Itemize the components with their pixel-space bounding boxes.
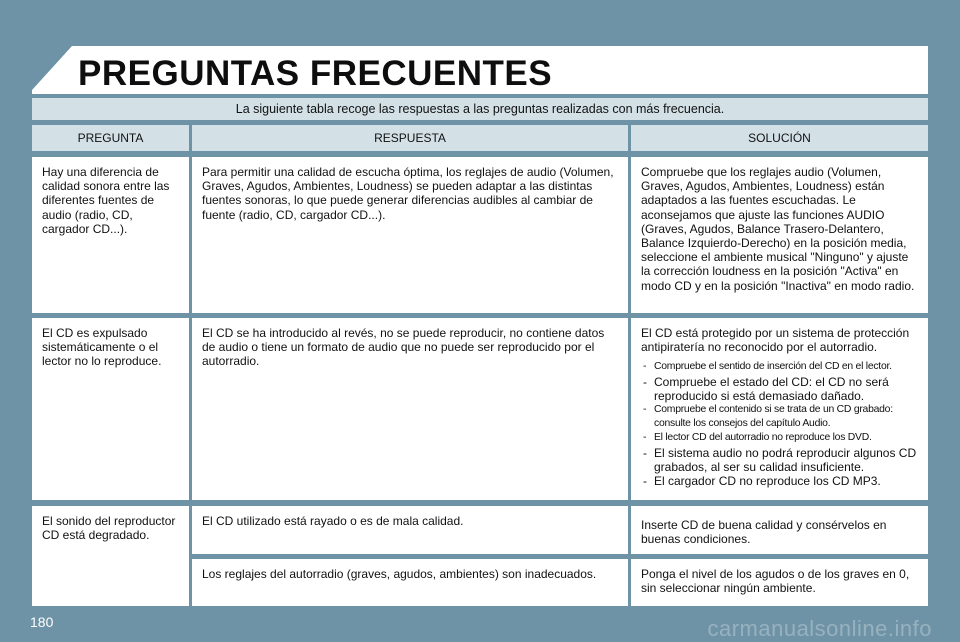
page-subtitle: La siguiente tabla recoge las respuestas a las preguntas realizadas con más frecuencia. bbox=[32, 98, 928, 120]
solution-text: Inserte CD de buena calidad y consérvelos en buenas condiciones. bbox=[641, 518, 887, 547]
answer-text: Los reglajes del autorradio (graves, agudos, ambientes) son inadecuados. bbox=[202, 567, 597, 581]
header-solucion: SOLUCIÓN bbox=[631, 125, 928, 151]
page-number: 180 bbox=[30, 614, 54, 630]
answer-text: El CD se ha introducido al revés, no se puede reproducir, no contiene datos de audio o tiene un formato de audio que no puede ser reproducido por el autorradio. bbox=[202, 326, 605, 369]
question-text: Hay una diferencia de calidad sonora entre las diferentes fuentes de audio (radio, CD, cargador CD...). bbox=[42, 165, 170, 236]
answer-cell bbox=[192, 559, 628, 606]
solution-intro: El CD está protegido por un sistema de protección antipiratería no reconocido por el autorradio. bbox=[641, 326, 910, 355]
solution-item: - El sistema audio no podrá reproducir algunos CD grabados, al ser su calidad insuficiente. bbox=[641, 446, 920, 474]
solution-list bbox=[641, 360, 920, 488]
header-respuesta: RESPUESTA bbox=[192, 125, 628, 151]
solution-item: - Compruebe el sentido de inserción del CD en el lector. bbox=[641, 360, 920, 374]
solution-item: - El cargador CD no reproduce los CD MP3. bbox=[641, 474, 920, 488]
answer-cell bbox=[192, 506, 628, 554]
watermark: carmanualsonline.info bbox=[707, 616, 932, 641]
question-text: El CD es expulsado sistemáticamente o el lector no lo reproduce. bbox=[42, 326, 162, 369]
solution-cell bbox=[631, 506, 928, 554]
question-text: El sonido del reproductor CD está degradado. bbox=[42, 514, 176, 543]
page-title: PREGUNTAS FRECUENTES bbox=[78, 54, 553, 93]
solution-item: - Compruebe el estado del CD: el CD no será reproducido si está demasiado dañado. bbox=[641, 375, 920, 403]
question-cell bbox=[32, 157, 189, 313]
solution-text: Compruebe que los reglajes audio (Volumen, Graves, Agudos, Ambientes, Loudness) están adaptados a las fuentes escuchadas. Le aconsejamos que ajuste las funciones AUDIO (Graves, Agudos, Balance Trasero-Delantero, Balance Izquierdo-Derecho) en la posición media, seleccione el ambiente musical "Ninguno" y ajuste la corrección loudness en la posición "Activa" en modo CD y en la posición "Inactiva" en modo radio. bbox=[641, 165, 915, 293]
answer-text: Para permitir una calidad de escucha óptima, los reglajes de audio (Volumen, Graves, Agudos, Ambientes, Loudness) se pueden adaptar a las distintas fuentes sonoras, lo que puede generar diferencias audibles al cambiar de fuente (radio, CD, cargador CD...). bbox=[202, 165, 614, 222]
solution-cell bbox=[631, 559, 928, 606]
question-cell bbox=[32, 506, 189, 606]
answer-cell bbox=[192, 157, 628, 313]
answer-cell bbox=[192, 318, 628, 500]
solution-item: - Compruebe el contenido si se trata de un CD grabado: consulte los consejos del capítulo Audio. bbox=[641, 403, 920, 431]
solution-cell bbox=[631, 157, 928, 313]
answer-text: El CD utilizado está rayado o es de mala calidad. bbox=[202, 514, 464, 528]
solution-text: Ponga el nivel de los agudos o de los graves en 0, sin seleccionar ningún ambiente. bbox=[641, 567, 910, 596]
solution-item: - El lector CD del autorradio no reproduce los DVD. bbox=[641, 431, 920, 445]
solution-cell bbox=[631, 318, 928, 500]
header-pregunta: PREGUNTA bbox=[32, 125, 189, 151]
question-cell bbox=[32, 318, 189, 500]
